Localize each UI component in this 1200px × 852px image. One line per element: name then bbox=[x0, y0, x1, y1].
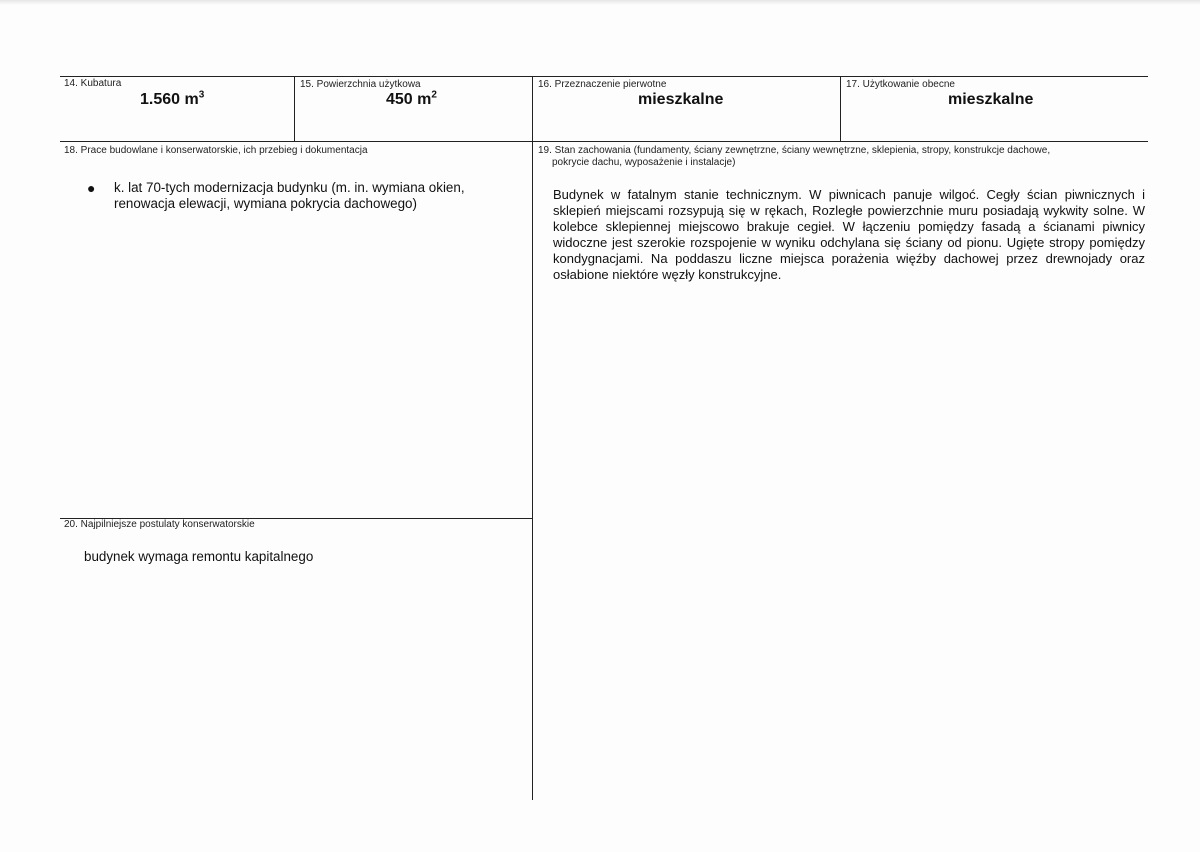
prace-list bbox=[86, 180, 506, 212]
przeznaczenie-label: 16. Przeznaczenie pierwotne bbox=[538, 79, 667, 90]
stan-label-line1: 19. Stan zachowania (fundamenty, ściany zewnętrzne, ściany wewnętrzne, sklepienia, stropy, konstrukcje dachowe, bbox=[538, 145, 1051, 156]
uzytkowanie-label: 17. Użytkowanie obecne bbox=[846, 79, 955, 90]
divider-main bbox=[532, 76, 533, 800]
kubatura-label: 14. Kubatura bbox=[64, 78, 122, 89]
scan-edge bbox=[0, 0, 1200, 5]
row1-bottom-border bbox=[60, 141, 1148, 142]
divider-14-15 bbox=[294, 76, 295, 141]
stan-label-line2: pokrycie dachu, wyposażenie i instalacje) bbox=[552, 157, 736, 168]
postulaty-text: budynek wymaga remontu kapitalnego bbox=[84, 549, 314, 564]
prace-label: 18. Prace budowlane i konserwatorskie, ich przebieg i dokumentacja bbox=[64, 145, 368, 156]
list-item bbox=[86, 180, 506, 212]
uzytkowanie-value: mieszkalne bbox=[948, 91, 1034, 108]
kubatura-exponent: 3 bbox=[198, 89, 205, 101]
bullet-icon: ● bbox=[87, 180, 96, 196]
stan-text: Budynek w fatalnym stanie technicznym. W piwnicach panuje wilgoć. Cegły ścian piwnicznych i sklepień miejscami rozsypują się w rękach, Rozległe powierzchnie muru posiadają wykwity solne. W kolebce sklepiennej miejscowo brakuje cegieł. W łączeniu pomiędzy fasadą a ścianami piwnicy widoczne jest szerokie rozspojenie w wyniku odchylana się ściany od pionu. Ugięte stropy pomiędzy kondygnacjami. Na poddaszu liczne miejsca porażenia więźby dachowej przez drewnojady oraz osłabione niektóre węzły konstrukcyjne. bbox=[553, 187, 1145, 282]
powierzchnia-label: 15. Powierzchnia użytkowa bbox=[300, 79, 421, 90]
top-border bbox=[60, 76, 1148, 77]
powierzchnia-value bbox=[386, 91, 437, 109]
powierzchnia-exponent: 2 bbox=[431, 89, 437, 101]
kubatura-number: 1.560 m bbox=[140, 91, 199, 108]
powierzchnia-number: 450 m bbox=[386, 91, 432, 108]
postulaty-label: 20. Najpilniejsze postulaty konserwatorskie bbox=[64, 519, 255, 530]
prace-item-text: k. lat 70-tych modernizacja budynku (m. in. wymiana okien, renowacja elewacji, wymiana pokrycia dachowego) bbox=[114, 180, 465, 211]
kubatura-value bbox=[140, 91, 204, 109]
przeznaczenie-value: mieszkalne bbox=[638, 91, 724, 108]
divider-16-17 bbox=[840, 76, 841, 141]
